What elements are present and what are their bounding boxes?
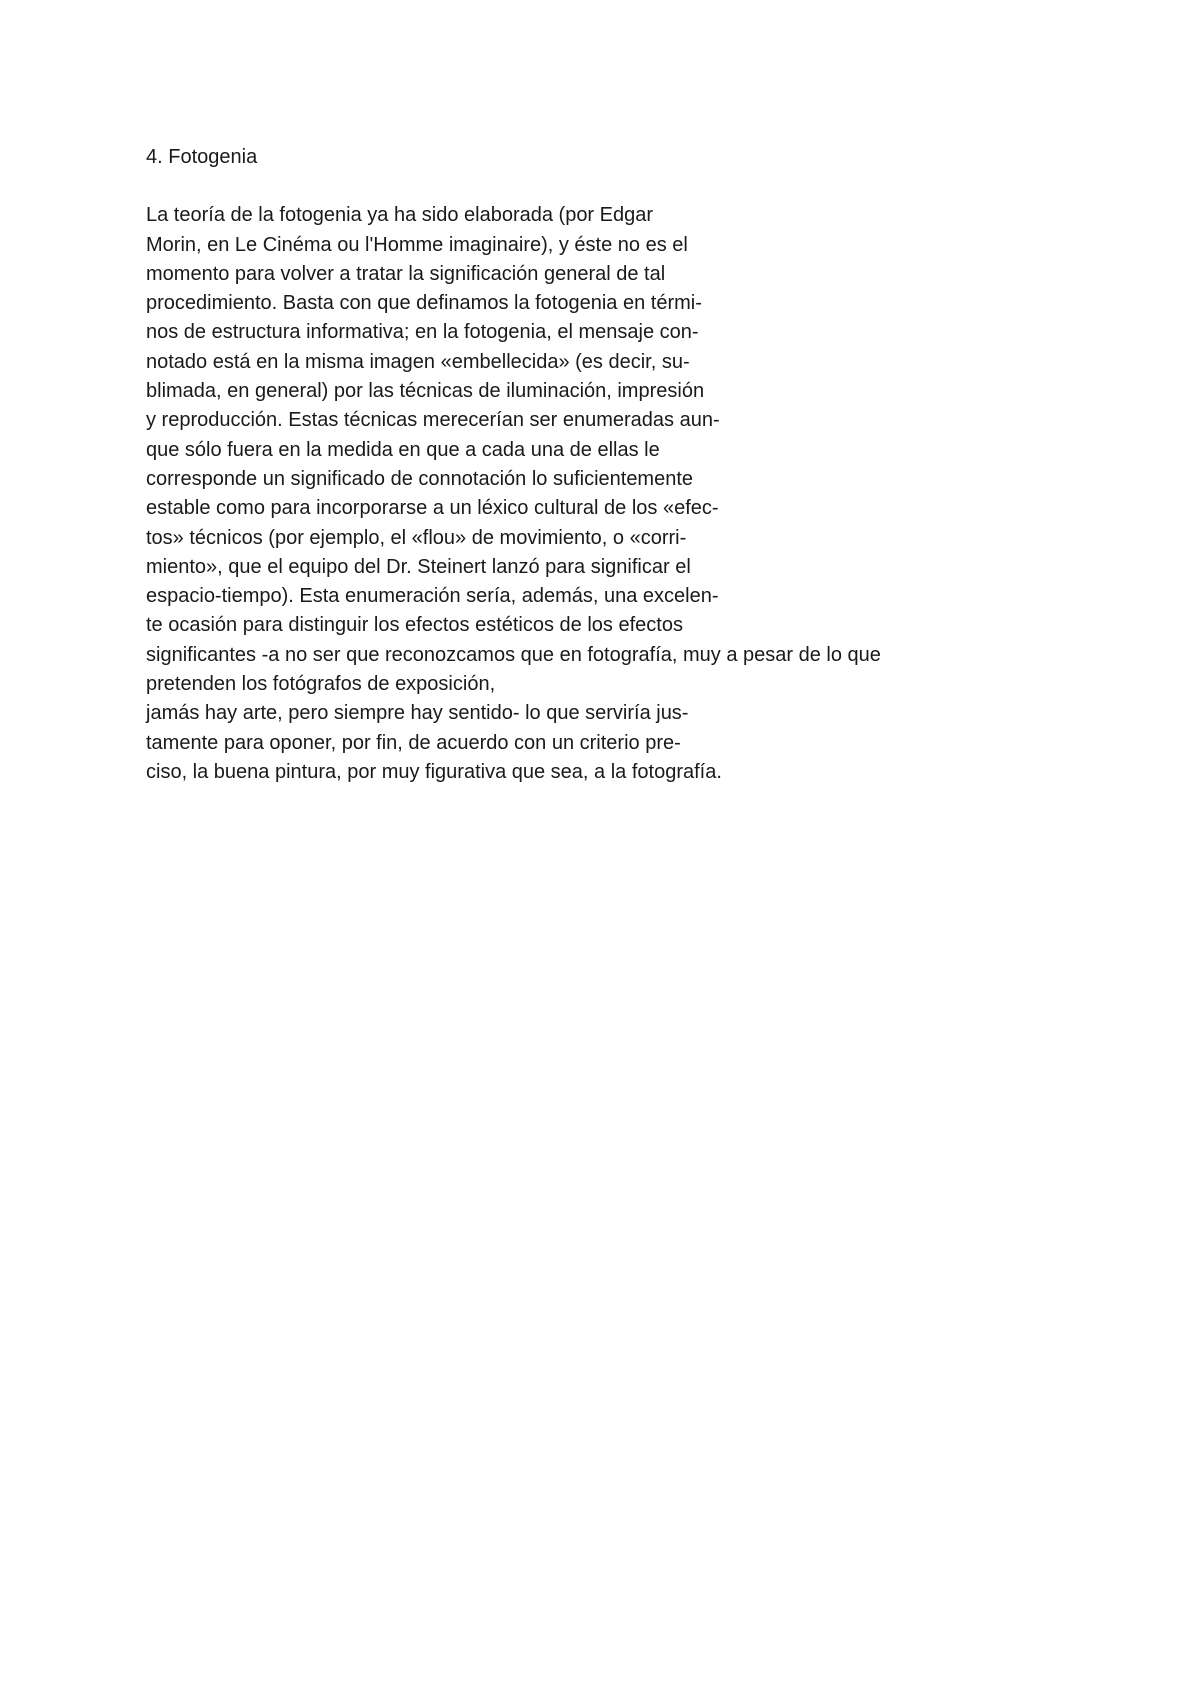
text-line: procedimiento. Basta con que definamos la fotogenia en térmi- bbox=[146, 292, 702, 315]
text-line: que sólo fuera en la medida en que a cada una de ellas le bbox=[146, 438, 660, 461]
text-line: La teoría de la fotogenia ya ha sido elaborada (por Edgar bbox=[146, 204, 654, 227]
text-line: pretenden los fotógrafos de exposición, bbox=[146, 673, 496, 696]
text-line: espacio-tiempo). Esta enumeración sería, además, una excelen- bbox=[146, 585, 719, 608]
text-line: estable como para incorporarse a un léxico cultural de los «efec- bbox=[146, 497, 719, 520]
text-line: momento para volver a tratar la significación general de tal bbox=[146, 262, 666, 285]
text-line: jamás hay arte, pero siempre hay sentido- lo que serviría jus- bbox=[146, 702, 689, 725]
text-line: ciso, la buena pintura, por muy figurativa que sea, a la fotografía. bbox=[146, 760, 722, 783]
text-line: tos» técnicos (por ejemplo, el «flou» de movimiento, o «corri- bbox=[146, 526, 687, 549]
text-line: nos de estructura informativa; en la fotogenia, el mensaje con- bbox=[146, 321, 699, 344]
text-line: corresponde un significado de connotación lo suficientemente bbox=[146, 467, 694, 490]
text-line: y reproducción. Estas técnicas merecerían ser enumeradas aun- bbox=[146, 409, 720, 432]
text-line: tamente para oponer, por fin, de acuerdo con un criterio pre- bbox=[146, 731, 681, 754]
text-line: blimada, en general) por las técnicas de iluminación, impresión bbox=[146, 380, 705, 403]
document-body bbox=[146, 143, 1146, 787]
section-heading: 4. Fotogenia bbox=[146, 146, 258, 168]
text-line: miento», que el equipo del Dr. Steinert lanzó para significar el bbox=[146, 555, 691, 578]
text-line: significantes -a no ser que reconozcamos que en fotografía, muy a pesar de lo que bbox=[146, 643, 881, 666]
text-line: te ocasión para distinguir los efectos estéticos de los efectos bbox=[146, 614, 683, 637]
text-line: Morin, en Le Cinéma ou l'Homme imaginaire), y éste no es el bbox=[146, 233, 688, 256]
paragraph bbox=[146, 201, 1146, 787]
text-line: notado está en la misma imagen «embellecida» (es decir, su- bbox=[146, 350, 690, 373]
